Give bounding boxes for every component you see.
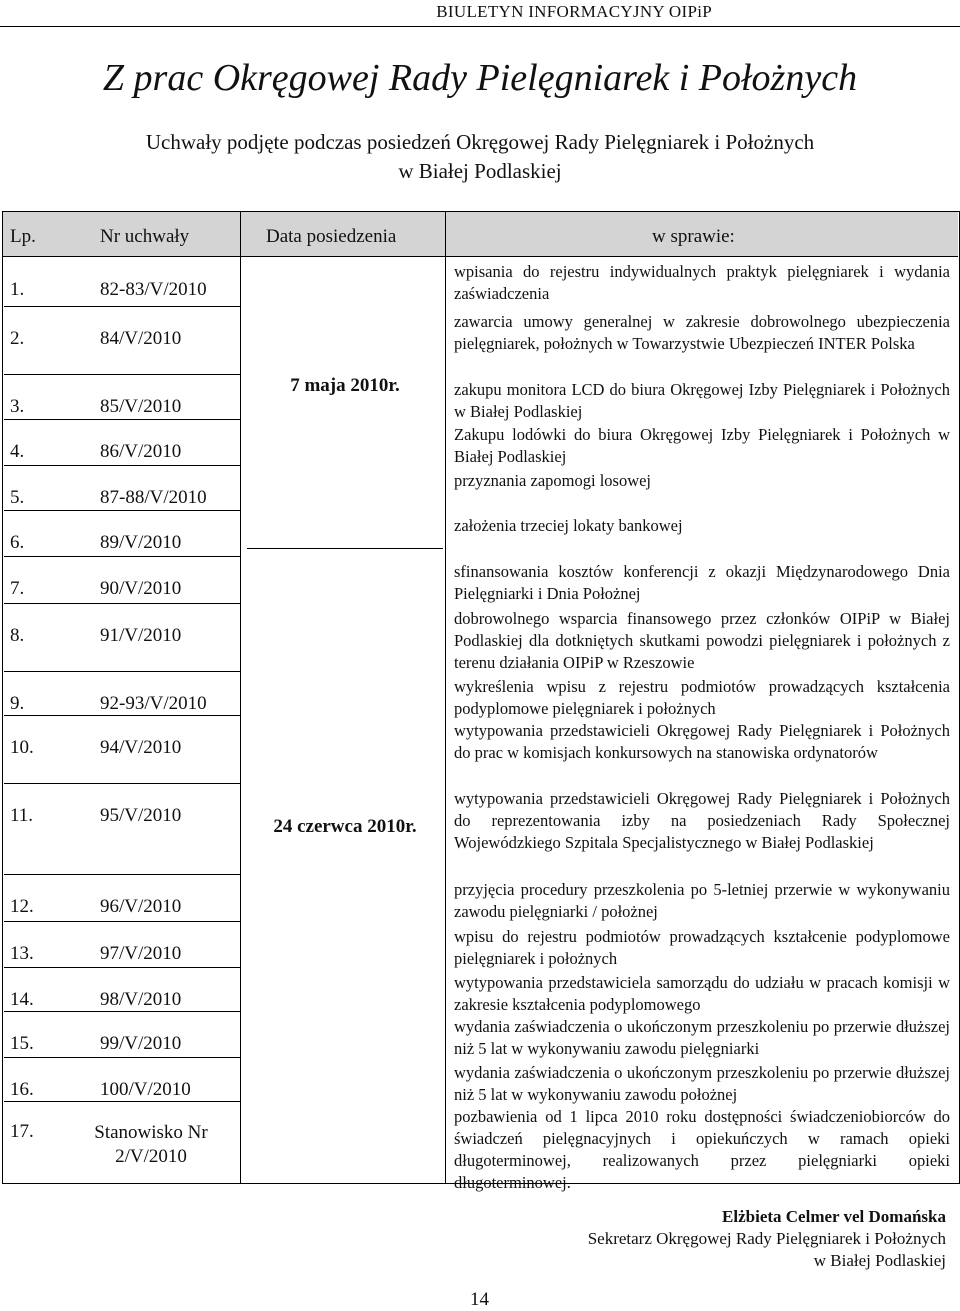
bulletin-header: BIULETYN INFORMACYJNY OIPiP: [436, 2, 712, 21]
row-resolution-number: 87-88/V/2010: [100, 487, 207, 508]
row-description: przyznania zapomogi losowej: [454, 471, 652, 490]
row-description: wytypowania przedstawicieli Okręgowej Rady Pielęgniarek i Położnych do prac w komisjach konkursowych na stanowiska ordynatorów: [454, 721, 950, 762]
header-date: Data posiedzenia: [266, 226, 397, 247]
header-rule: [0, 26, 960, 27]
row-resolution-number: 98/V/2010: [100, 989, 182, 1010]
row-lp: 15.: [10, 1033, 34, 1054]
signatory-name: Elżbieta Celmer vel Domańska: [722, 1207, 946, 1226]
row-resolution-number: Stanowisko Nr 2/V/2010: [94, 1122, 208, 1167]
page-title: Z prac Okręgowej Rady Pielęgniarek i Położnych: [102, 57, 858, 99]
row-description: założenia trzeciej lokaty bankowej: [454, 516, 683, 535]
row-description: sfinansowania kosztów konferencji z okazji Międzynarodowego Dnia Pielęgniarki i Dnia Położnej: [454, 562, 950, 603]
row-lp: 4.: [10, 441, 25, 462]
row-description: przyjęcia procedury przeszkolenia po 5-letniej przerwie w wykonywaniu zawodu pielęgniarki / położnej: [454, 880, 950, 921]
row-resolution-number: 91/V/2010: [100, 625, 182, 646]
row-lp: 11.: [10, 805, 34, 826]
row-separator: [4, 671, 240, 672]
row-description: Zakupu lodówki do biura Okręgowej Izby Pielęgniarek i Położnych w Białej Podlaskiej: [454, 425, 950, 466]
row-resolution-number: 82-83/V/2010: [100, 279, 207, 300]
row-separator: [4, 1101, 240, 1102]
row-description: wykreślenia wpisu z rejestru podmiotów prowadzących kształcenia podyplomowe pielęgniarek i położnych: [454, 677, 950, 718]
row-lp: 13.: [10, 943, 34, 964]
row-separator: [4, 306, 240, 307]
row-lp: 6.: [10, 532, 25, 553]
row-resolution-number: 84/V/2010: [100, 328, 182, 349]
meeting-date-2: 24 czerwca 2010r.: [273, 816, 417, 837]
row-description: zakupu monitora LCD do biura Okręgowej Izby Pielęgniarek i Położnych w Białej Podlaskiej: [454, 380, 950, 421]
row-lp: 17.: [10, 1121, 34, 1142]
row-resolution-number: 92-93/V/2010: [100, 693, 207, 714]
row-separator: [4, 1011, 240, 1012]
row-separator: [4, 419, 240, 420]
row-lp: 5.: [10, 487, 25, 508]
row-resolution-number: 99/V/2010: [100, 1033, 182, 1054]
row-resolution-number: 96/V/2010: [100, 896, 182, 917]
signature-block: [588, 1206, 946, 1272]
row-lp: 14.: [10, 989, 34, 1010]
row-resolution-number: 95/V/2010: [100, 805, 182, 826]
row-separator: [4, 967, 240, 968]
row-separator: [4, 510, 240, 511]
row-lp: 12.: [10, 896, 34, 917]
row-description: pozbawienia od 1 lipca 2010 roku dostępności świadczeniobiorców do świadczeń pielęgnacyjnych i opiekuńczych w ramach opieki długoterminowej, realizowanych przez pielęgniarki opieki długoterminowej.: [454, 1107, 950, 1192]
header-lp: Lp.: [10, 226, 36, 247]
row-separator: [4, 715, 240, 716]
row-lp: 9.: [10, 693, 25, 714]
row-resolution-number: 86/V/2010: [100, 441, 182, 462]
divider-nr-date: [240, 211, 241, 1184]
row-resolution-number: 85/V/2010: [100, 396, 182, 417]
row-description: wytypowania przedstawicieli Okręgowej Rady Pielęgniarek i Położnych do reprezentowania izby na posiedzeniach Rady Społecznej Wojewódzkiego Szpitala Specjalistycznego w Białej Podlaskiej: [454, 789, 950, 852]
row-lp: 16.: [10, 1079, 34, 1100]
row-separator: [4, 374, 240, 375]
page-number: 14: [470, 1289, 489, 1310]
row-description: wydania zaświadczenia o ukończonym przeszkoleniu po przerwie dłuższej niż 5 lat w wykonywaniu zawodu położnej: [454, 1063, 950, 1104]
row-separator: [4, 603, 240, 604]
row-lp: 2.: [10, 328, 25, 349]
row-separator: [4, 921, 240, 922]
meeting-date-1: 7 maja 2010r.: [290, 375, 400, 396]
signatory-role: Sekretarz Okręgowej Rady Pielęgniarek i Położnych: [587, 1229, 946, 1248]
row-description: zawarcia umowy generalnej w zakresie dobrowolnego ubezpieczenia pielęgniarek, położnych w Towarzystwie Ubezpieczeń INTER Polska: [454, 312, 950, 353]
row-description: wydania zaświadczenia o ukończonym przeszkoleniu po przerwie dłuższej niż 5 lat w wykonywaniu zawodu pielęgniarki: [454, 1017, 950, 1058]
row-description: dobrowolnego wsparcia finansowego przez członków OIPiP w Białej Podlaskiej dla dotkniętych skutkami powodzi pielęgniarek i położnych z terenu działania OIPiP w Rzeszowie: [454, 609, 950, 672]
row-lp: 7.: [10, 578, 25, 599]
header-desc: w sprawie:: [652, 226, 735, 247]
row-separator: [4, 556, 240, 557]
row-separator: [4, 1057, 240, 1058]
subtitle-line-2: w Białej Podlaskiej: [398, 159, 562, 183]
row-separator: [4, 874, 240, 875]
row-description: wpisu do rejestru podmiotów prowadzących kształcenie podyplomowe pielęgniarek i położnych: [454, 927, 950, 968]
page-subtitle: [0, 128, 960, 186]
signatory-place: w Białej Podlaskiej: [813, 1251, 946, 1270]
subtitle-line-1: Uchwały podjęte podczas posiedzeń Okręgowej Rady Pielęgniarek i Położnych: [145, 130, 815, 154]
divider-date-desc: [445, 211, 446, 1184]
row-resolution-number: 90/V/2010: [100, 578, 182, 599]
row-resolution-number: 100/V/2010: [100, 1079, 191, 1100]
row-resolution-number: 97/V/2010: [100, 943, 182, 964]
row-lp: 8.: [10, 625, 25, 646]
row-lp: 10.: [10, 737, 34, 758]
row-lp: 3.: [10, 396, 25, 417]
date-separator: [247, 548, 443, 549]
header-nr: Nr uchwały: [100, 226, 190, 247]
row-lp: 1.: [10, 279, 25, 300]
row-resolution-number: 89/V/2010: [100, 532, 182, 553]
row-separator: [4, 783, 240, 784]
row-resolution-number: 94/V/2010: [100, 737, 182, 758]
resolutions-table: [2, 211, 960, 1192]
row-description: wpisania do rejestru indywidualnych praktyk pielęgniarek i wydania zaświadczenia: [454, 262, 950, 303]
row-description: wytypowania przedstawiciela samorządu do udziału w pracach komisji w zakresie kształcenia podyplomowego: [454, 973, 950, 1014]
row-separator: [4, 465, 240, 466]
